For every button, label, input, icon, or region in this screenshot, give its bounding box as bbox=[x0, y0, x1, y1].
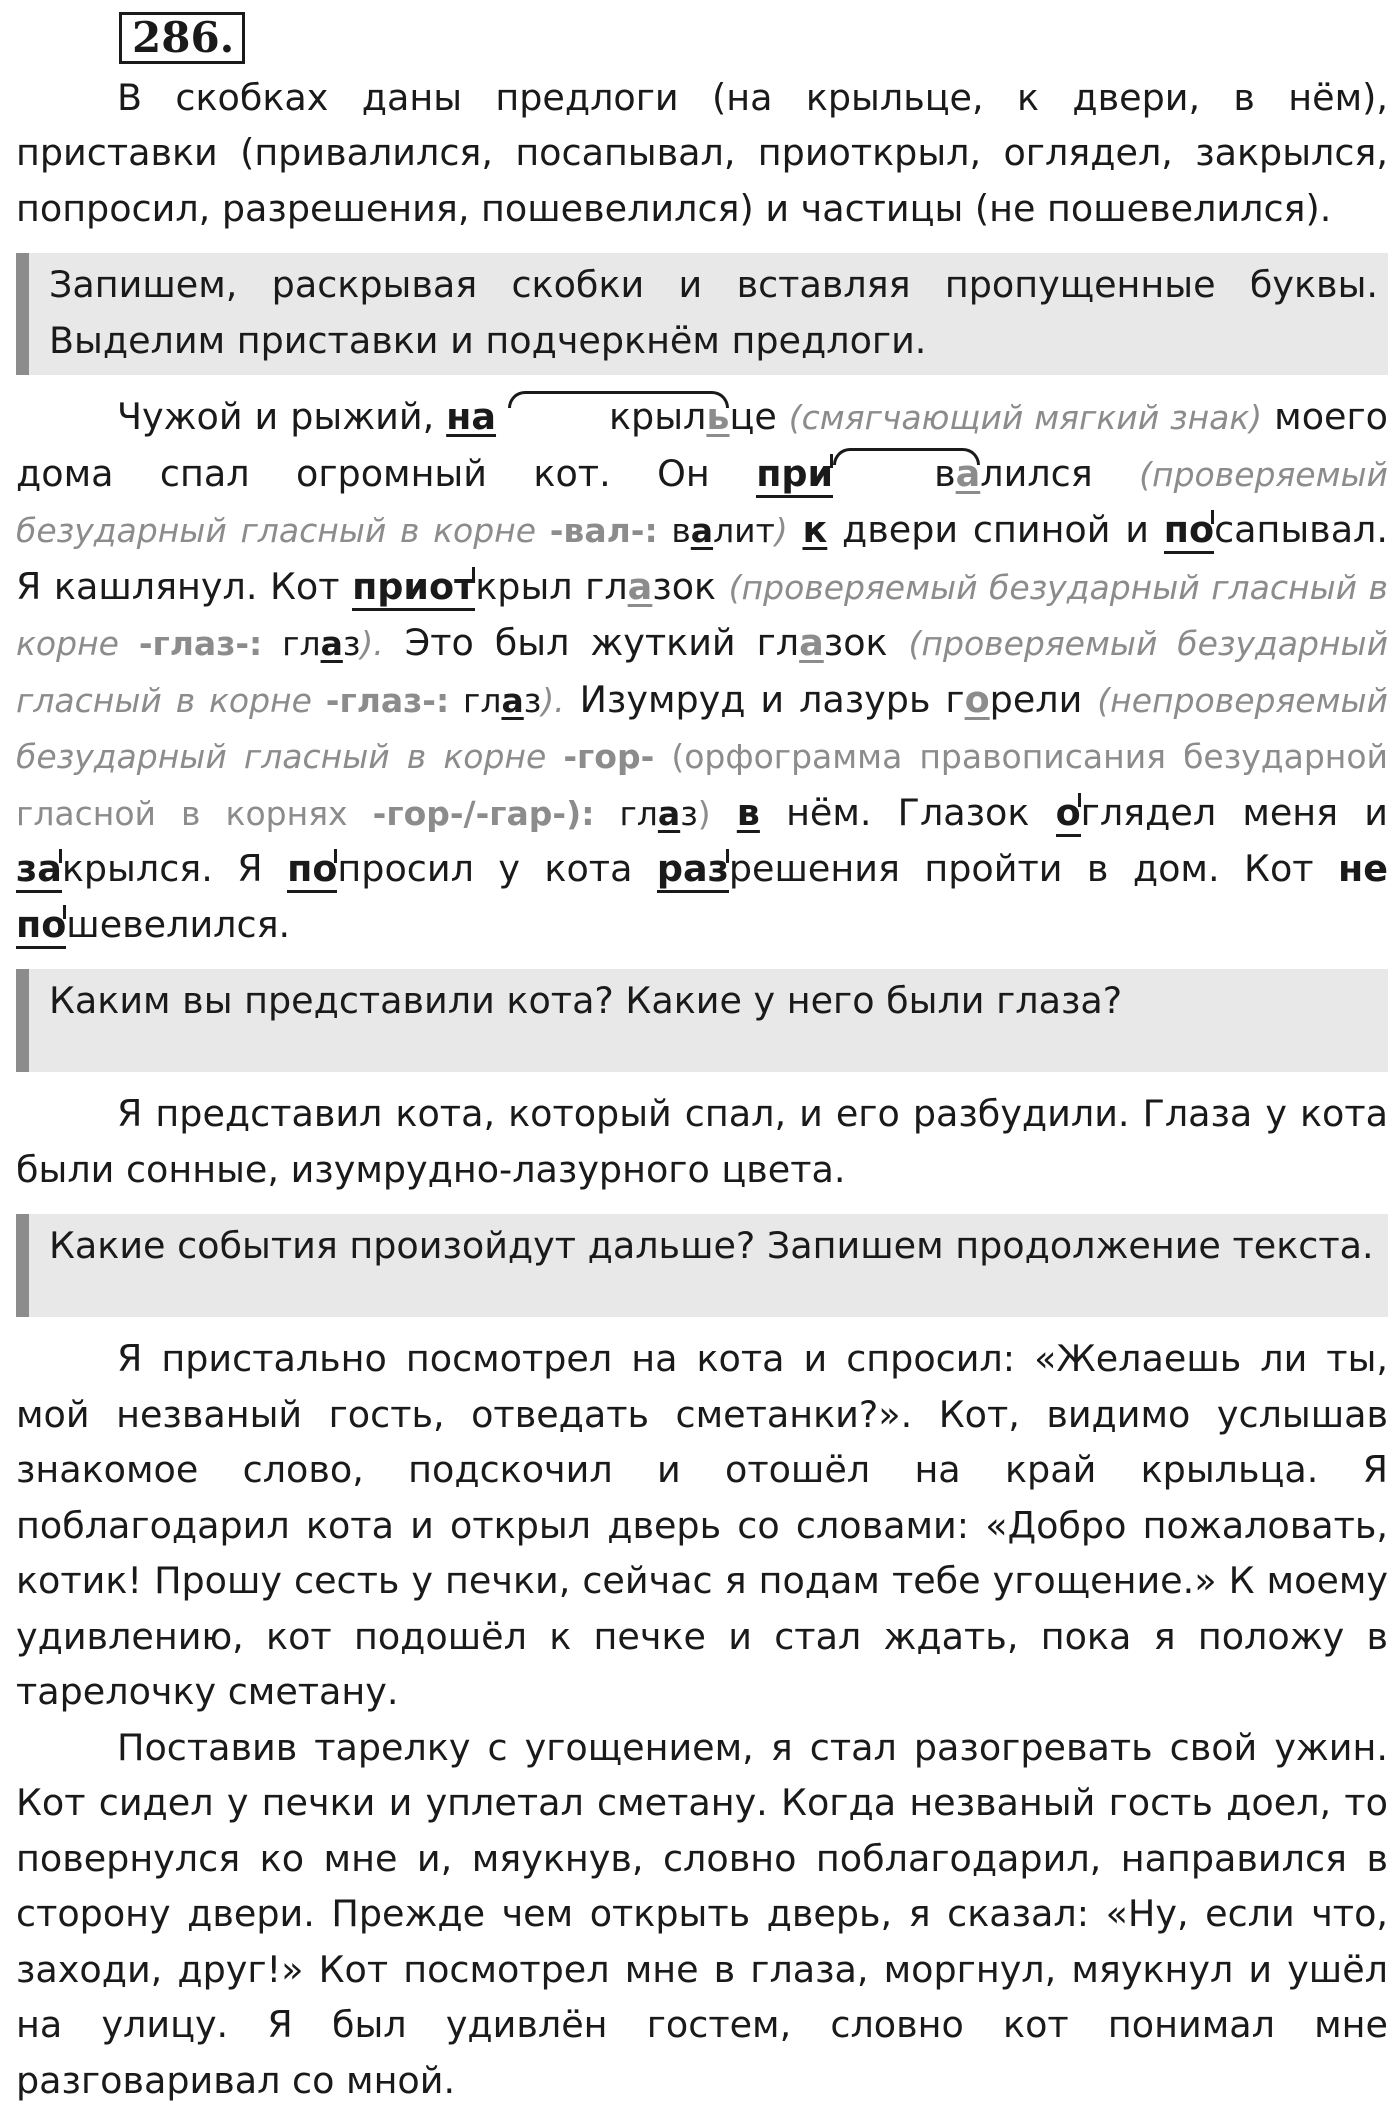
spelling-note: (орфограмма правописания безударной гласной в корнях bbox=[16, 737, 1388, 833]
root bbox=[833, 456, 980, 493]
check-letter: а bbox=[501, 681, 523, 720]
space bbox=[788, 508, 803, 551]
text: з bbox=[524, 681, 542, 720]
text: в bbox=[934, 452, 956, 495]
text: шевелился. bbox=[66, 903, 290, 946]
text: це bbox=[729, 395, 788, 438]
prefix: при bbox=[756, 452, 833, 498]
text: нём. Глазок bbox=[760, 791, 1056, 834]
task-3-text: Какие события произойдут дальше? Запишем продолжение текста. bbox=[49, 1218, 1378, 1274]
preposition: на bbox=[446, 395, 496, 438]
spelling-note: (проверяемый безударный гласный в корне bbox=[16, 624, 1388, 720]
spelling-note: (смягчающий мягкий знак) bbox=[789, 398, 1262, 437]
text: зок bbox=[824, 621, 909, 664]
prefix: по bbox=[287, 847, 337, 893]
spelling-note: (непроверяемый безударный гласный в корне bbox=[16, 681, 1388, 777]
task-1-text: Запишем, раскрывая скобки и вставляя пропущенные буквы. Выделим приставки и подчеркнём предлоги. bbox=[49, 257, 1378, 368]
spelling-letter: ь bbox=[706, 395, 729, 438]
spelling-note: ). bbox=[360, 624, 383, 663]
space bbox=[711, 791, 737, 834]
spelling-letter: а bbox=[628, 565, 653, 608]
root-label: -вал-: bbox=[550, 511, 658, 550]
root bbox=[508, 399, 729, 436]
root-label: -глаз-: bbox=[139, 624, 262, 663]
text: з bbox=[343, 624, 361, 663]
text: моего дома спал огромный кот. Он bbox=[16, 395, 1388, 495]
answer-2-paragraph: Я представил кота, который спал, и его разбудили. Глаза у кота были сонные, изумрудно-лазурного цвета. bbox=[16, 1086, 1388, 1197]
check-letter: а bbox=[658, 794, 680, 833]
check-word bbox=[449, 681, 541, 720]
answer-3-paragraph-2: Поставив тарелку с угощением, я стал разогревать свой ужин. Кот сидел у печки и уплетал сметану. Когда незваный гость доел, то повернулся ко мне и, мяукнув, словно поблагодарил, направился в сторону двери. Прежде чем открыть дверь, я сказал: «Ну, если что, заходи, друг!» Кот посмотрел мне в глаза, моргнул, мяукнул и ушёл на улицу. Я был удивлён гостем, словно кот понимал мне разговаривал со мной. bbox=[16, 1720, 1388, 2108]
spelling-note: ) bbox=[775, 511, 788, 550]
particle: не bbox=[1338, 847, 1388, 890]
prefix: приот bbox=[352, 565, 475, 611]
check-word bbox=[658, 511, 775, 550]
text: в bbox=[658, 511, 691, 550]
root-label: -гор- bbox=[563, 737, 654, 776]
spelling-note: ) bbox=[698, 794, 711, 833]
text: з bbox=[680, 794, 698, 833]
prefix: раз bbox=[657, 847, 729, 893]
task-box-2 bbox=[16, 969, 1388, 1072]
text: гл bbox=[449, 681, 501, 720]
spelling-note: (проверяемый безударный гласный в корне bbox=[16, 455, 1388, 551]
text: лит bbox=[713, 511, 775, 550]
answer-1-paragraph bbox=[16, 389, 1388, 952]
text: гл bbox=[594, 794, 657, 833]
text: лился bbox=[980, 452, 1139, 495]
text: крыл гл bbox=[475, 565, 627, 608]
root-label: -глаз-: bbox=[326, 681, 449, 720]
check-word bbox=[594, 794, 697, 833]
spelling-note: (проверяемый безударный гласный в корне bbox=[16, 568, 1388, 664]
spelling-letter: о bbox=[965, 678, 990, 721]
space bbox=[496, 395, 508, 438]
text: решения пройти в дом. Кот bbox=[729, 847, 1338, 890]
answer-3-paragraph-1: Я пристально посмотрел на кота и спросил: «Желаешь ли ты, мой незваный гость, отведать сметанки?». Кот, видимо услышав знакомое слово, подскочил и отошёл на край крыльца. Я поблагодарил кота и открыл дверь со словами: «Добро пожаловать, котик! Прошу сесть у печки, сейчас я подам тебе угощение.» К моему удивлению, кот подошёл к печке и стал ждать, пока я положу в тарелочку сметану. bbox=[16, 1331, 1388, 1720]
text: крыл bbox=[609, 395, 706, 438]
prefix: по bbox=[1164, 508, 1214, 554]
task-box-1 bbox=[16, 253, 1388, 375]
task-2-text: Каким вы представили кота? Какие у него были глаза? bbox=[49, 973, 1378, 1029]
text: глядел меня и bbox=[1081, 791, 1388, 834]
spelling-letter: а bbox=[956, 452, 981, 495]
text: двери спиной и bbox=[827, 508, 1164, 551]
spelling-note: ). bbox=[541, 681, 564, 720]
text: Чужой и рыжий, bbox=[117, 395, 446, 438]
text: Это был жуткий гл bbox=[384, 621, 799, 664]
text: просил у кота bbox=[337, 847, 656, 890]
prefix: о bbox=[1056, 791, 1081, 837]
prefix: по bbox=[16, 903, 66, 949]
root-label: -гор-/-гар-): bbox=[373, 794, 595, 833]
check-letter: а bbox=[691, 511, 713, 550]
text: гл bbox=[262, 624, 320, 663]
text: крылся. Я bbox=[62, 847, 287, 890]
text: Изумруд и лазурь г bbox=[565, 678, 965, 721]
text: рели bbox=[990, 678, 1098, 721]
preposition: к bbox=[802, 508, 827, 551]
task-box-3 bbox=[16, 1214, 1388, 1317]
text: сапывал. Я кашлянул. Кот bbox=[16, 508, 1388, 608]
preposition: в bbox=[737, 791, 760, 834]
prefix: за bbox=[16, 847, 62, 893]
text: зок bbox=[652, 565, 728, 608]
spelling-letter: а bbox=[799, 621, 824, 664]
exercise-number: 286. bbox=[119, 12, 245, 64]
intro-paragraph: В скобках даны предлоги (на крыльце, к двери, в нём), приставки (привалился, посапывал, приоткрыл, оглядел, закрылся, попросил, разрешения, пошевелился) и частицы (не пошевелился). bbox=[16, 70, 1388, 237]
check-word bbox=[262, 624, 360, 663]
check-letter: а bbox=[321, 624, 343, 663]
